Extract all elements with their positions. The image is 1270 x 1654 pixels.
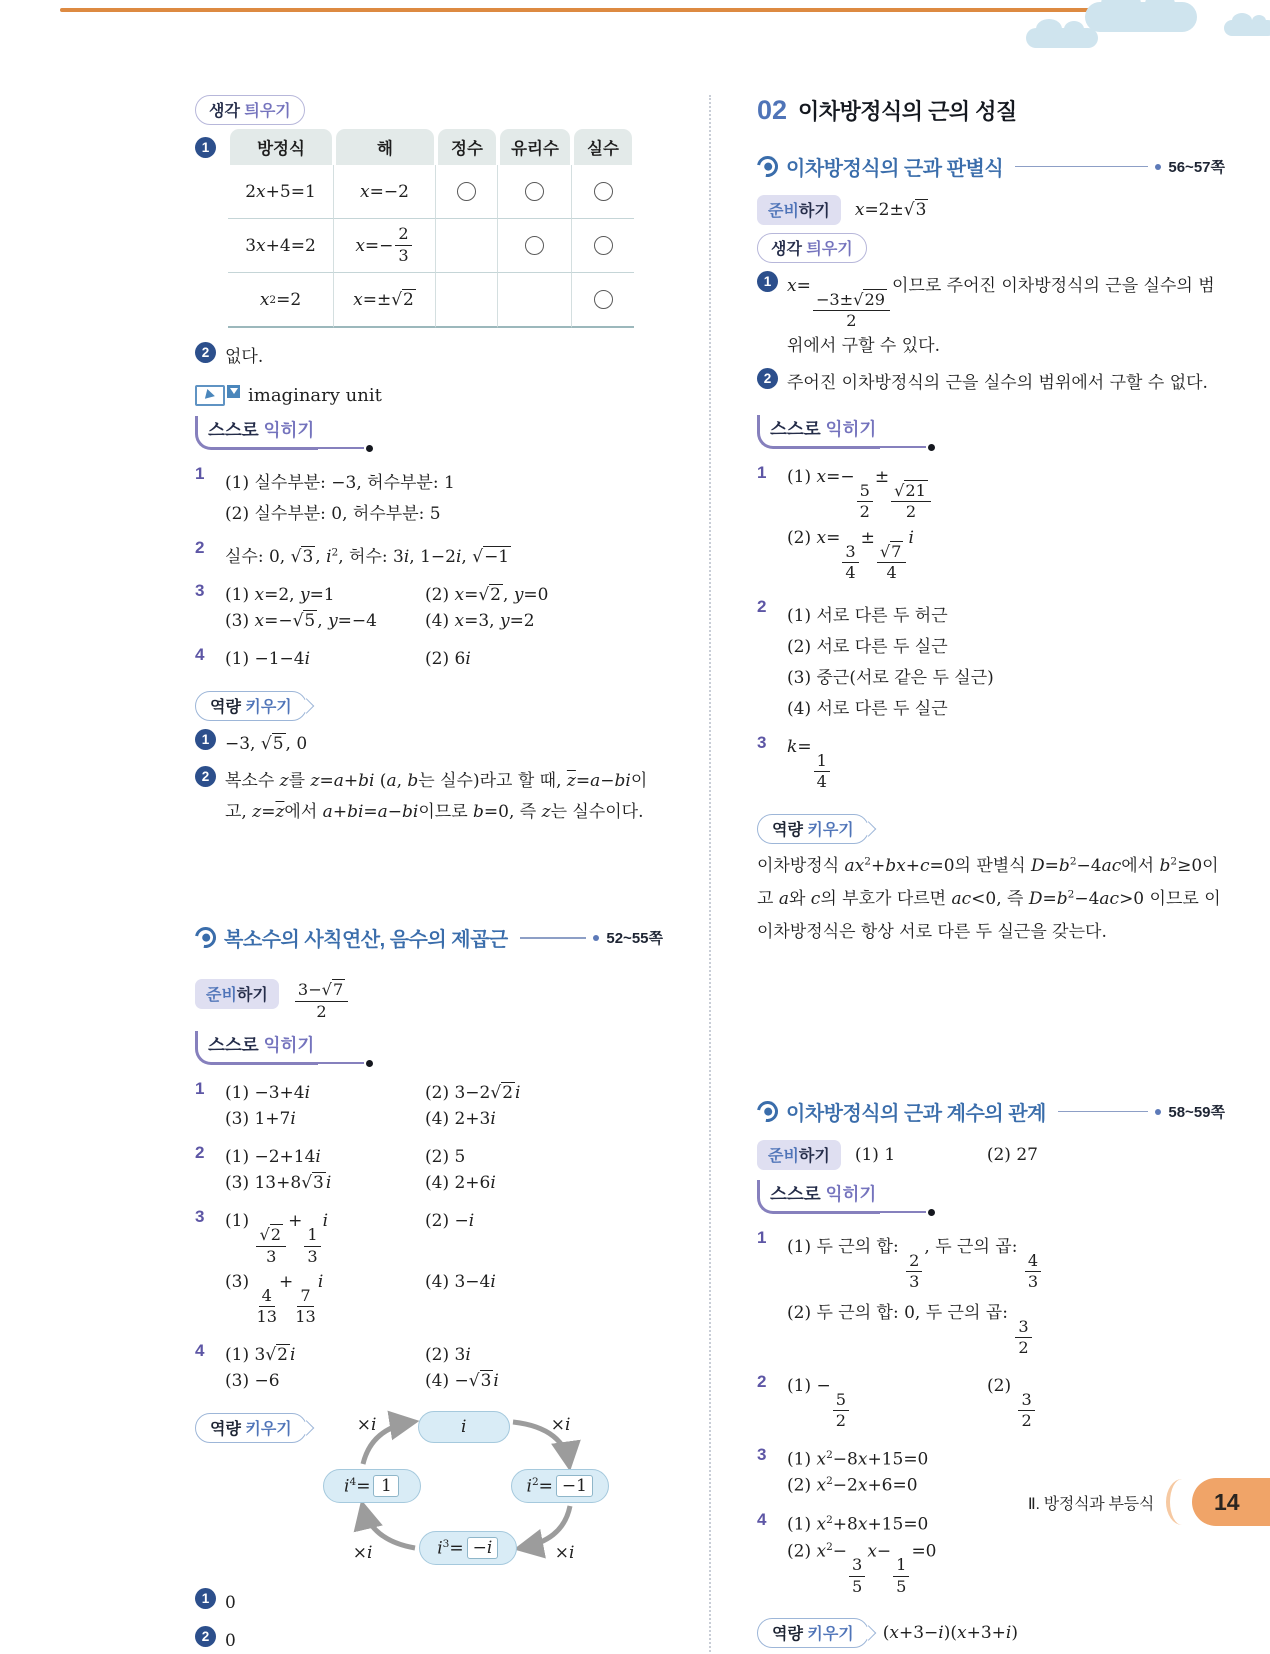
item-number: 1	[757, 463, 767, 483]
power-diagram-row	[195, 1413, 663, 1581]
badge-text: 익히기	[825, 1184, 877, 1205]
header-tail-line	[318, 1061, 364, 1064]
self-study-header	[757, 415, 1225, 449]
circle-mark-icon	[594, 236, 613, 255]
circle-mark-icon	[594, 182, 613, 201]
circled-number: 1	[195, 729, 216, 750]
marked-text: 주어진 이차방정식의 근을 실수의 범위에서 구할 수 없다.	[787, 373, 1208, 394]
self-study-answers	[757, 461, 1225, 798]
section-bullet-icon	[753, 152, 782, 181]
answer-item	[757, 595, 1225, 725]
badge-text: 준비	[768, 1148, 799, 1166]
header-dot	[366, 445, 373, 452]
mark-cell	[572, 219, 634, 273]
prep-badge	[757, 1140, 841, 1170]
footer-page-tab	[1192, 1478, 1270, 1526]
table-header-cell: 유리수	[500, 129, 570, 165]
answer-item	[757, 1370, 1225, 1437]
self-study-answers	[757, 1226, 1225, 1602]
power-badge	[757, 1618, 869, 1648]
section-rule-dot	[593, 935, 599, 941]
item-number: 4	[195, 1341, 205, 1360]
section-pages: 56~57쪽	[1168, 159, 1225, 176]
answer-text: (2) 3i	[425, 1345, 471, 1365]
answer-text: (3) x=−√5 , y=−4	[225, 610, 377, 631]
section-rule-dot	[1155, 1109, 1161, 1115]
item-number: 4	[195, 644, 205, 664]
answer-text: (1) −2+14i	[225, 1147, 321, 1168]
think-badge	[195, 95, 305, 125]
mark-cell	[572, 273, 634, 328]
answer-text: (2) 5	[425, 1147, 466, 1168]
footer-chapter: Ⅱ. 방정식과 부등식	[1027, 1495, 1154, 1513]
cloud-icon	[1085, 2, 1197, 32]
node-i-fourth: $i^4=$ 1	[323, 1469, 421, 1503]
answer-item	[195, 1205, 663, 1333]
answer-item	[195, 643, 663, 675]
circle-mark-icon	[594, 290, 613, 309]
self-study-answers	[195, 462, 663, 675]
answer-text: (2) x= $\frac{3}{4}$ ± $\frac{√7}{4}$ i	[787, 527, 914, 583]
answer-item	[195, 462, 663, 530]
item-number: 2	[195, 1143, 205, 1163]
section-header	[757, 152, 1225, 181]
solution-table	[228, 129, 634, 328]
item-number: 2	[195, 537, 205, 557]
value-box: −1	[556, 1475, 593, 1497]
answer-text: (1) $\frac{√2}{3}$ + $\frac{1}{3}$ i	[225, 1211, 329, 1266]
section-rule	[1058, 1111, 1149, 1113]
mark-cell	[498, 219, 572, 273]
badge-text: 익히기	[263, 1035, 315, 1056]
answer-text: (4) 2+3i	[425, 1109, 496, 1130]
prep-badge	[195, 979, 279, 1009]
badge-text: 생각	[209, 103, 240, 120]
answer-text: (1) 실수부분: −3, 허수부분: 1	[225, 472, 455, 493]
times-i-label: ×i	[352, 1543, 373, 1563]
badge-text: 하기	[798, 1148, 830, 1166]
mark-cell	[498, 165, 572, 219]
answer-text: 실수: 0, √3 , $i^2$, 허수: 3i, 1−2i, √−1	[225, 545, 510, 567]
answer-text: (4) 3−4i	[425, 1272, 496, 1293]
answer-text: (1) x=− $\frac{5}{2}$ ± $\frac{√21}{2}$	[787, 467, 1225, 522]
answer-text: (1) −3+4i	[225, 1083, 311, 1104]
circle-mark-icon	[525, 236, 544, 255]
item-number: 3	[757, 1444, 767, 1464]
badge-text: 역량	[772, 821, 803, 839]
glossary-term: imaginary unit	[248, 384, 382, 406]
answer-item	[757, 1226, 1225, 1364]
node-i-cubed: $i^3=$ −i	[419, 1531, 517, 1565]
imaginary-power-cycle-diagram	[313, 1409, 613, 1581]
table-row	[228, 273, 634, 328]
cloud-icon	[1224, 20, 1270, 36]
answer-text: (1) −1−4i	[225, 648, 311, 669]
section-bullet-icon	[753, 1097, 782, 1126]
marked-text: 없다.	[225, 347, 264, 367]
value-box: −i	[467, 1537, 499, 1559]
answer-text: (3) 1+7i	[225, 1109, 296, 1130]
answer-text: (2) 두 근의 합: 0, 두 근의 곱: $\frac{3}{2}$	[787, 1298, 1225, 1358]
answer-item	[195, 1077, 663, 1135]
mark-cell	[498, 273, 572, 328]
prep-row	[757, 195, 1225, 225]
circled-number: 1	[757, 271, 778, 292]
mark-cell	[436, 219, 498, 273]
answer-item	[195, 1141, 663, 1199]
circled-number: 2	[195, 766, 216, 787]
prep-answer: $\frac{3-√7}{2}$	[293, 966, 350, 1021]
prep-row	[195, 966, 663, 1021]
prep-badge	[757, 195, 841, 225]
prep-answer: (2) 27	[986, 1145, 1038, 1166]
power-badge	[195, 1413, 307, 1443]
marked-item	[195, 1588, 663, 1619]
section-bullet-icon	[191, 923, 220, 952]
answer-text: (4) 2+6i	[425, 1173, 496, 1194]
circle-mark-icon	[457, 182, 476, 201]
think-item-2	[195, 342, 663, 373]
marked-item	[195, 342, 663, 373]
answer-text: (2) 3−2√2 i	[425, 1083, 521, 1104]
answer-text: (4) x=3, y=2	[425, 610, 535, 631]
item-number: 1	[757, 1228, 767, 1248]
prep-answer: x=2±√3	[854, 200, 927, 220]
answer-text: (1) 서로 다른 두 허근	[787, 605, 948, 626]
cursor-icon	[195, 385, 240, 406]
answer-text: (2) 6i	[425, 648, 471, 669]
header-tail-line	[880, 1210, 926, 1213]
node-i: i	[418, 1411, 510, 1443]
header-tail-line	[318, 446, 364, 449]
marked-item	[195, 766, 663, 827]
page-footer	[1028, 1478, 1270, 1526]
chapter-number: 02	[757, 95, 788, 125]
badge-text: 스스로	[770, 419, 821, 440]
circled-number: 2	[195, 342, 216, 363]
badge-text: 키우기	[245, 1421, 292, 1438]
badge-text: 역량	[210, 698, 241, 716]
section-rule	[520, 937, 587, 939]
power-answers	[195, 1588, 663, 1654]
badge-text: 준비	[206, 986, 237, 1004]
value-box: 1	[373, 1475, 399, 1497]
section-pages: 52~55쪽	[606, 930, 663, 948]
marked-text: x= $\frac{-3\pm√29}{2}$ 이므로 주어진 이차방정식의 근을 실수의 범위에서 구할 수 있다.	[787, 276, 1215, 356]
answer-text: (2) $x^2-$ $\frac{3}{5}$ x− $\frac{1}{5}$ =0	[787, 1540, 937, 1596]
badge-text: 키우기	[245, 698, 292, 716]
answer-text: (3) $\frac{4}{13}$ + $\frac{7}{13}$ i	[225, 1272, 324, 1327]
solution-cell: x =−2	[334, 165, 436, 219]
equation-cell: 2 x +5=1	[228, 165, 334, 219]
answer-text: k= $\frac{1}{4}$	[787, 737, 1225, 792]
table-header-cell: 실수	[574, 129, 632, 165]
answer-text: (3) 13+8√3 i	[225, 1173, 332, 1194]
solution-cell: x =± √2	[334, 273, 436, 328]
page-number: 14	[1214, 1488, 1240, 1515]
power-answers	[195, 729, 663, 828]
power-explanation: 이차방정식 $ax^2+bx+c=0$의 판별식 $D=b^2-4ac$에서 $b^2\ge 0$이고 a와 c의 부호가 다르면 ac<0, 즉 $D=b^2-4ac>0$ 이므로 이 이차방정식은 항상 서로 다른 두 실근을 갖는다.	[757, 855, 1221, 942]
badge-text: 키우기	[807, 821, 854, 839]
circled-number: 1	[195, 1588, 216, 1609]
glossary-line	[195, 385, 663, 406]
answer-text: (1) x=2, y=1	[225, 584, 335, 605]
marked-text: 0	[225, 1630, 236, 1651]
badge-text: 스스로	[208, 419, 259, 440]
item-number: 2	[757, 1371, 767, 1391]
badge-text: 생각	[771, 241, 802, 258]
marked-text: −3, √5 , 0	[225, 733, 308, 754]
section-rule-dot	[1155, 164, 1161, 170]
badge-text: 하기	[798, 203, 830, 220]
badge-text: 역량	[210, 1421, 241, 1438]
header-dot	[928, 444, 935, 451]
section-header	[195, 923, 663, 952]
answer-text: (2) −i	[425, 1211, 475, 1232]
section-title: 이차방정식의 근과 판별식	[786, 158, 1004, 180]
answer-item	[195, 1339, 663, 1397]
circled-number: 2	[757, 368, 778, 389]
prep-row	[757, 1140, 1225, 1170]
answer-text: (2) 서로 다른 두 실근	[787, 636, 948, 657]
mark-cell	[436, 165, 498, 219]
circle-mark-icon	[525, 182, 544, 201]
section-title: 이차방정식의 근과 계수의 관계	[786, 1103, 1046, 1126]
cloud-icon	[1026, 28, 1098, 48]
equation-cell: x 2 =2	[228, 273, 334, 328]
badge-text: 틔우기	[244, 103, 291, 120]
left-column	[195, 95, 663, 1654]
answer-text: (1) − $\frac{5}{2}$	[787, 1376, 987, 1431]
answer-text: (4) 서로 다른 두 실근	[787, 698, 948, 719]
think-badge	[757, 233, 1225, 263]
item-number: 3	[195, 1207, 205, 1227]
think-item-table	[195, 129, 663, 328]
chapter-title-text: 이차방정식의 근의 성질	[798, 99, 1017, 124]
answer-text: (2) $x^2-2x+6=0$	[787, 1475, 918, 1497]
section-pages: 58~59쪽	[1168, 1104, 1225, 1122]
item-number: 1	[195, 1079, 205, 1099]
prep-answer: (1) 1	[854, 1145, 896, 1166]
answer-text: (2) x=√2 , y=0	[425, 584, 549, 605]
badge-text: 역량	[772, 1626, 803, 1644]
answer-text: (1) 3√2 i	[225, 1345, 296, 1365]
marked-item	[757, 271, 1225, 361]
badge-text: 스스로	[770, 1184, 821, 1205]
top-orange-rule	[60, 8, 1140, 12]
answer-item	[195, 579, 663, 637]
header-tail-line	[880, 445, 926, 448]
equation-cell: 3 x +4=2	[228, 219, 334, 273]
section-title: 복소수의 사칙연산, 음수의 제곱근	[224, 929, 508, 952]
answer-item	[757, 461, 1225, 589]
answer-item	[757, 731, 1225, 798]
marked-item	[195, 1626, 663, 1654]
chapter-title	[757, 95, 1225, 126]
answer-text: (3) 중근(서로 같은 두 실근)	[787, 667, 994, 688]
power-answer-row	[757, 1618, 1225, 1648]
answer-text: (1) 두 근의 합: $\frac{2}{3}$ , 두 근의 곱: $\frac{4}{3}$	[787, 1232, 1225, 1292]
circled-number: 1	[195, 137, 216, 158]
item-number: 3	[757, 732, 767, 752]
item-number: 3	[195, 580, 205, 600]
footer-arc	[1166, 1479, 1186, 1525]
table-row	[228, 219, 634, 273]
node-i-squared: $i^2=$ −1	[511, 1469, 609, 1503]
times-i-label: ×i	[356, 1415, 377, 1435]
badge-text: 하기	[236, 986, 268, 1004]
badge-text: 익히기	[825, 419, 877, 440]
self-study-header	[757, 1180, 1225, 1214]
answer-item	[195, 536, 663, 573]
times-i-label: ×i	[554, 1543, 575, 1563]
solution-cell: x =− 2 3	[334, 219, 436, 273]
answer-text: (2) 실수부분: 0, 허수부분: 5	[225, 503, 441, 524]
mark-cell	[436, 273, 498, 328]
answer-text: (1) $x^2-8x+15=0$	[787, 1448, 929, 1470]
section-rule	[1015, 166, 1148, 168]
header-dot	[366, 1060, 373, 1067]
table-header-cell: 정수	[438, 129, 496, 165]
answer-text: (3) −6	[225, 1371, 280, 1391]
section-header	[757, 1097, 1225, 1126]
think-answers	[757, 271, 1225, 399]
table-header-cell: 해	[336, 129, 434, 165]
badge-text: 준비	[768, 203, 799, 220]
badge-text: 키우기	[807, 1626, 854, 1644]
self-study-answers	[195, 1077, 663, 1397]
answer-text: (1) $x^2+8x+15=0$	[787, 1514, 929, 1535]
table-row	[228, 165, 634, 219]
table-header-row	[228, 129, 634, 165]
marked-text: 0	[225, 1593, 236, 1613]
power-answer: (x+3−i)(x+3+i)	[882, 1623, 1018, 1644]
item-number: 1	[195, 463, 205, 483]
item-number: 4	[757, 1510, 767, 1530]
circled-number: 2	[195, 1626, 216, 1647]
item-number: 2	[757, 596, 767, 616]
self-study-header	[195, 416, 663, 450]
answer-text: (4) −√3 i	[425, 1371, 499, 1391]
marked-text: 복소수 z를 z=a+bi (a, b는 실수)라고 할 때, $\overline{z}=a-bi$이고, $z=\overline{z}$에서 a+bi=a−bi이므로 b=0, 즉 z는 실수이다.	[225, 771, 648, 822]
power-badge	[757, 814, 1225, 844]
badge-text: 익히기	[263, 419, 315, 440]
mark-cell	[572, 165, 634, 219]
right-column	[709, 95, 1225, 1654]
self-study-header	[195, 1031, 663, 1065]
prep-answers	[855, 1145, 1225, 1165]
table-header-cell: 방정식	[230, 129, 332, 165]
times-i-label: ×i	[550, 1415, 571, 1435]
power-badge	[195, 691, 663, 721]
badge-text: 스스로	[208, 1035, 259, 1056]
badge-text: 틔우기	[806, 241, 853, 258]
header-dot	[928, 1209, 935, 1216]
marked-item	[757, 368, 1225, 399]
marked-item	[195, 729, 663, 760]
answer-text: (2) $\frac{3}{2}$	[987, 1376, 1225, 1431]
